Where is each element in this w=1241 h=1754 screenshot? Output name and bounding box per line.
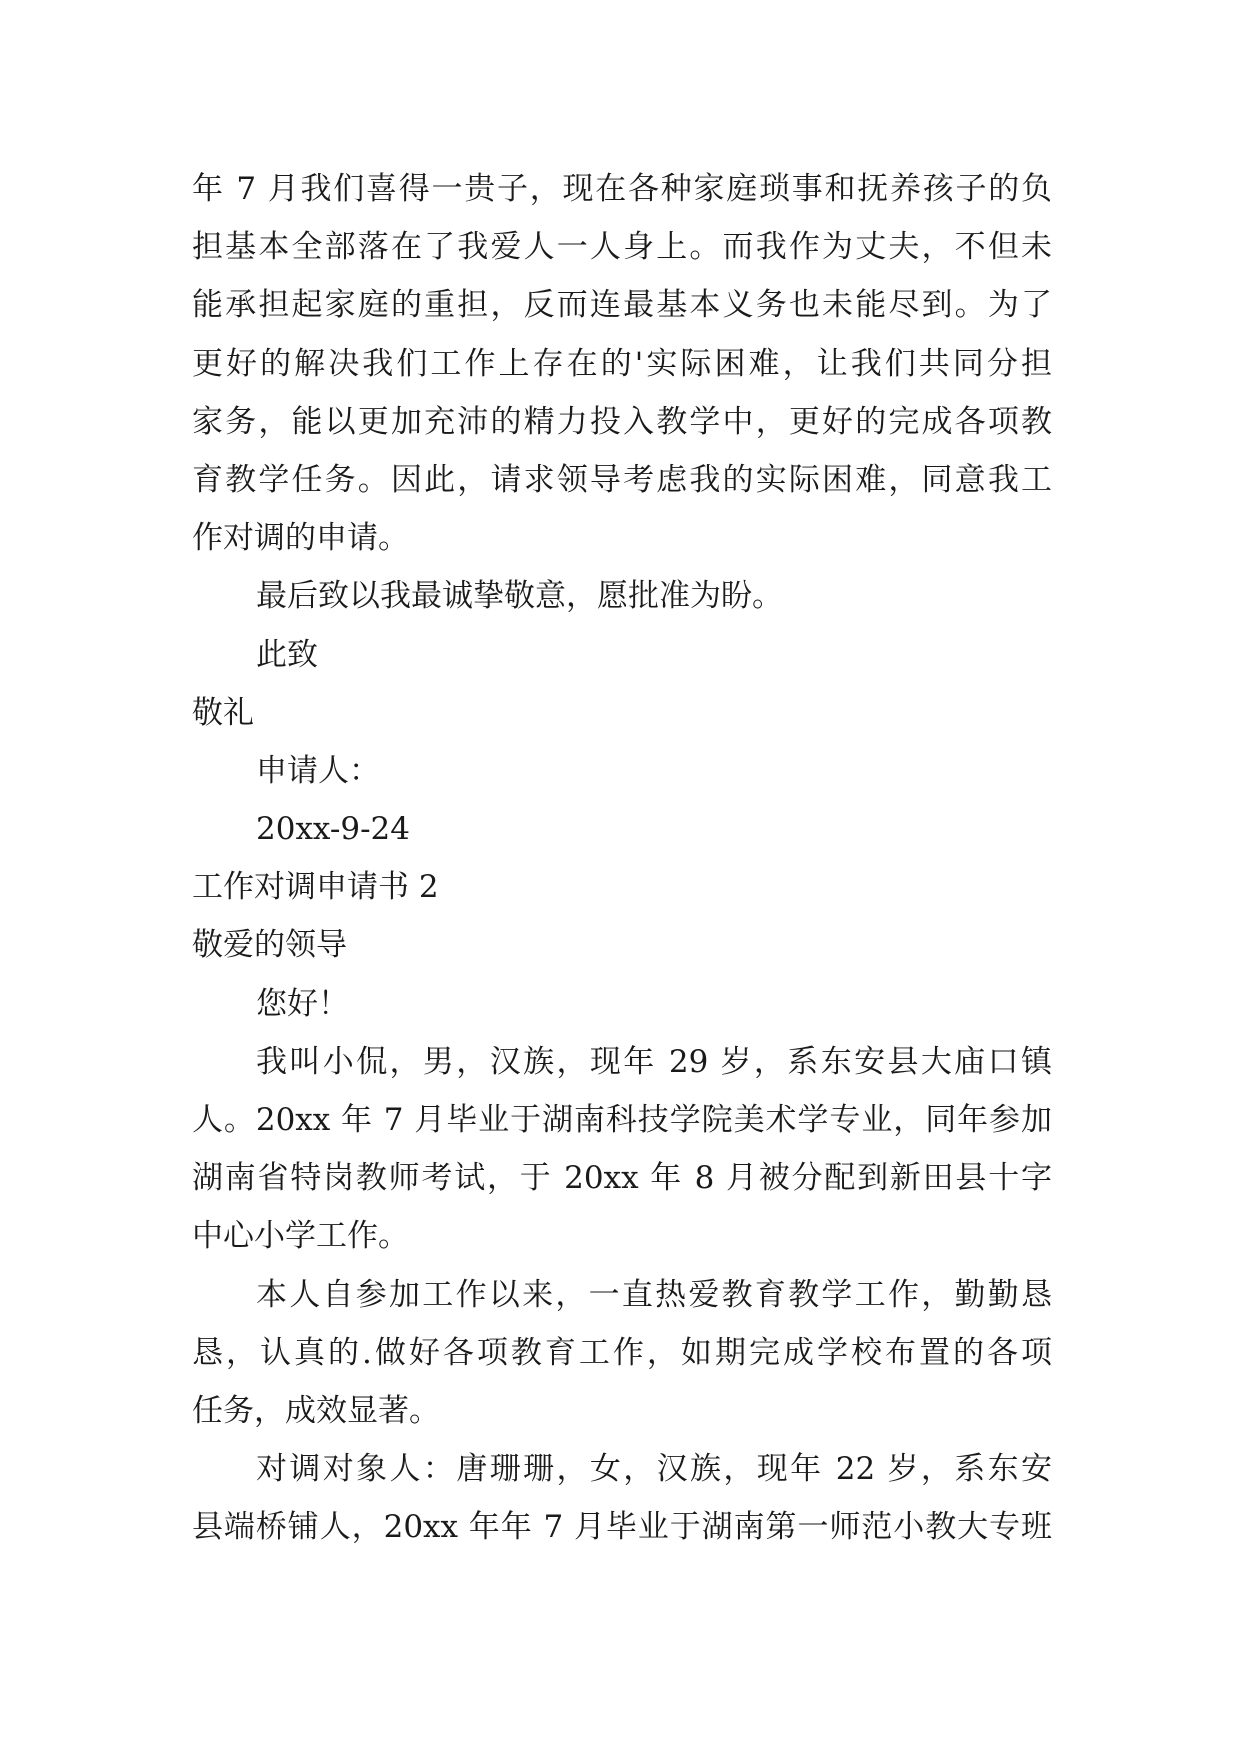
text-line: 人。20xx 年 7 月毕业于湖南科技学院美术学专业，同年参加 [192,1102,1052,1138]
greeting-line: 您好！ [256,985,349,1022]
text-line: 担基本全部落在了我爱人一人身上。而我作为丈夫，不但未 [192,229,1052,266]
date-line: 20xx-9-24 [256,811,410,848]
text-line: 家务，能以更加充沛的精力投入教学中，更好的完成各项教 [192,403,1052,440]
text-line: 育教学任务。因此，请求领导考虑我的实际困难，同意我工 [192,461,1052,498]
text-line: 更好的解决我们工作上存在的'实际困难，让我们共同分担 [192,345,1052,382]
document-body [192,160,1052,1557]
applicant-label: 申请人： [256,752,380,789]
text-line: 任务，成效显著。 [192,1392,440,1429]
text-line: 能承担起家庭的重担，反而连最基本义务也未能尽到。为了 [192,287,1052,324]
text-line: 中心小学工作。 [192,1218,409,1255]
text-line: 恳，认真的.做好各项教育工作，如期完成学校布置的各项 [192,1334,1052,1371]
section-title: 工作对调申请书 2 [192,869,439,906]
text-line: 我叫小侃，男，汉族，现年 29 岁，系东安县大庙口镇 [256,1043,1052,1080]
text-line: 年 7 月我们喜得一贵子，现在各种家庭琐事和抚养孩子的负 [192,171,1052,207]
salutation-line: 敬礼 [192,694,254,731]
closing-line: 最后致以我最诚挚敬意，愿批准为盼。 [256,578,783,615]
text-line: 本人自参加工作以来，一直热爱教育教学工作，勤勤恳 [256,1276,1052,1313]
text-line: 湖南省特岗教师考试，于 20xx 年 8 月被分配到新田县十字 [192,1160,1052,1197]
greeting-line: 敬爱的领导 [192,927,347,964]
text-line: 对调对象人：唐珊珊，女，汉族，现年 22 岁，系东安 [256,1451,1052,1488]
salutation-line: 此致 [256,636,318,673]
text-line: 作对调的申请。 [192,520,409,557]
text-line: 县端桥铺人，20xx 年年 7 月毕业于湖南第一师范小教大专班 [192,1509,1052,1546]
